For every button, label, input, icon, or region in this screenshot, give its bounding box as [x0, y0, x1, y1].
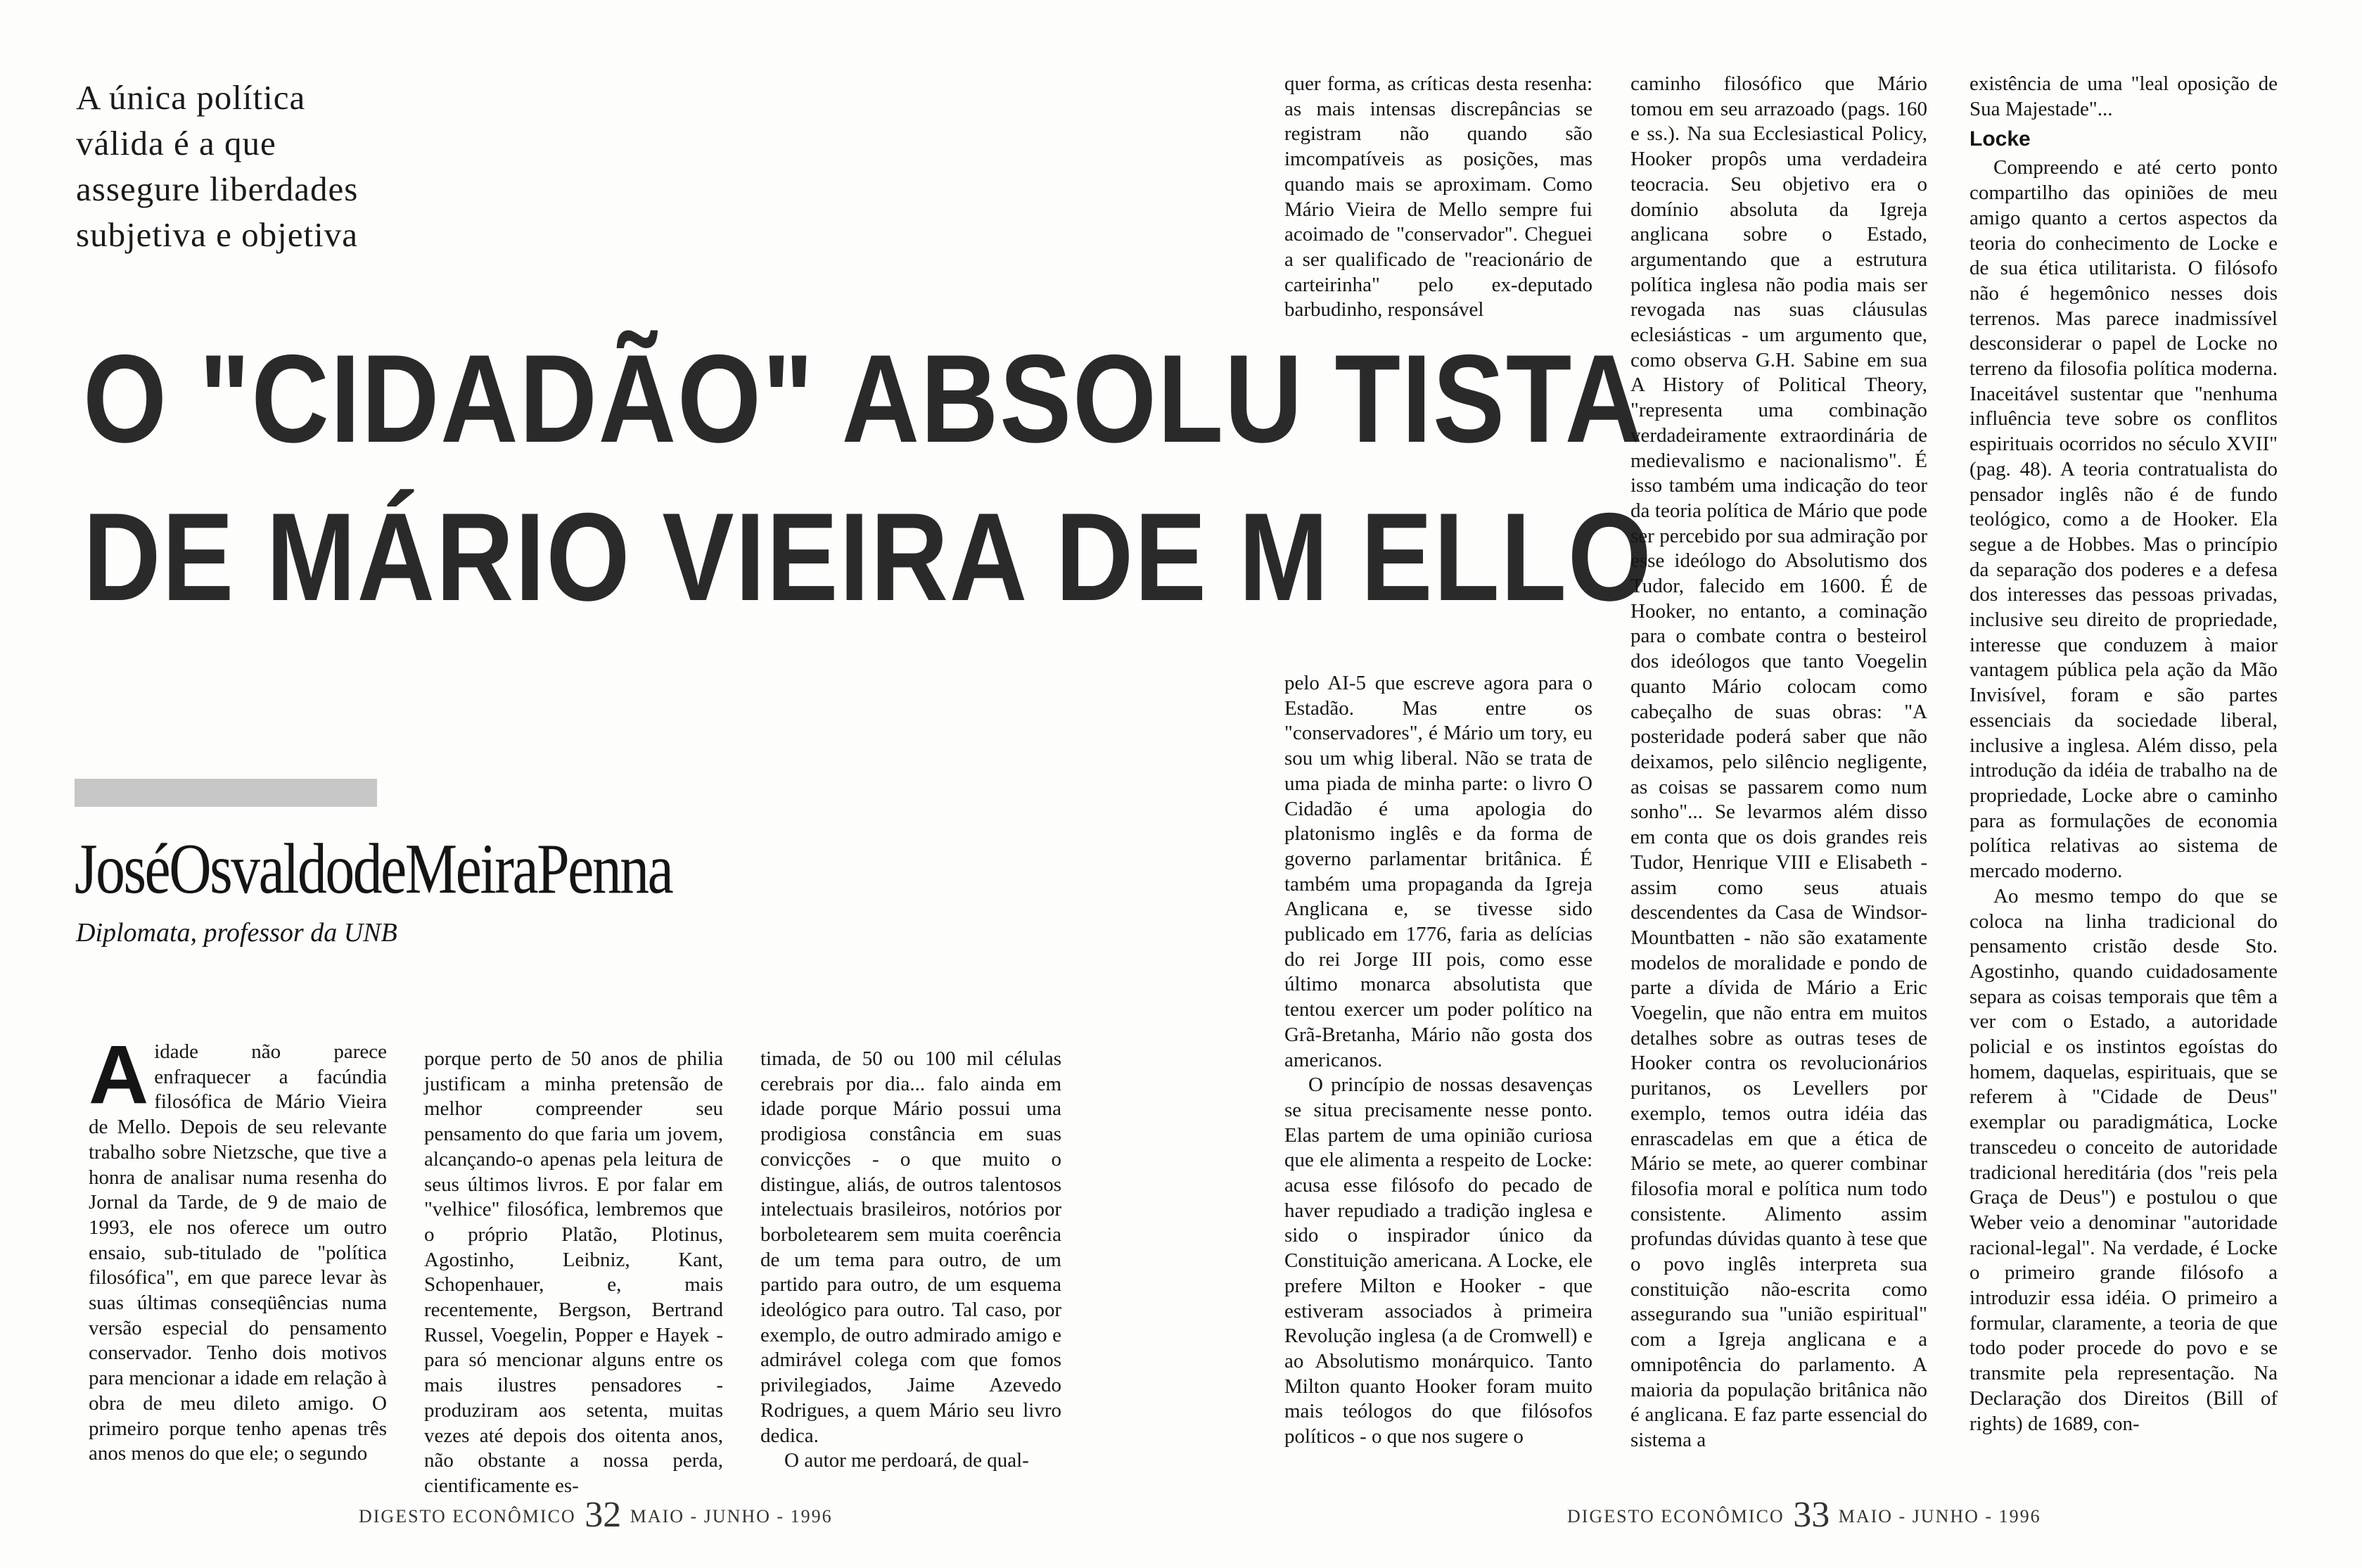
author-rule-bar [75, 779, 377, 807]
page-number: 33 [1793, 1495, 1830, 1535]
section-heading: Locke [1970, 127, 2031, 151]
column-paragraph: quer forma, as críticas desta resenha: as mais intensas discrepâncias se registram não quando são imcompatíveis as posições, mas quando mais se aproximam. Como Mário Vieira de Mello sempre fui acoimado de "conservador". Cheguei a ser qualificado de "reacionário de carteirinha" pelo ex-deputado barbudinho, responsável [1284, 72, 1592, 321]
column-paragraph: pelo AI-5 que escreve agora para o Estadão. Mas entre os "conservadores", é Mário um tory, eu sou um whig liberal. Não se trata de uma piada de minha parte: o livro O Cidadão é uma apologia do platonismo inglês e da forma de governo parlamentar britânica. É também uma propaganda da Igreja Anglicana e, se tivesse sido publicado em 1776, faria as delícias do rei Jorge III pois, como esse último monarca absolutista que tentou exercer um poder político na Grã-Bretanha, Mário não gosta dos americanos. [1284, 672, 1592, 1071]
page-footer-right [1567, 1494, 2041, 1536]
footer-date: MAIO - JUNHO - 1996 [1838, 1506, 2041, 1526]
column-paragraph: timada, de 50 ou 100 mil células cerebrais por dia... falo ainda em idade porque Mário possui uma prodigiosa constância em suas convicções - o que muito o distingue, aliás, de outros talentosos intelectuais brasileiros, notórios por borboletearem sem muita coerência de um tema para outro, de um partido para outro, de um esquema ideológico para outro. Tal caso, por exemplo, de outro admirado amigo e admirável colega com que fomos privilegiados, Jaime Azevedo Rodrigues, a quem Mário seu livro dedica. [760, 1047, 1061, 1447]
headline-line-2: DE MÁRIO VIEIRA DE M ELLO [83, 487, 1653, 627]
text-column-6 [1970, 72, 2278, 1486]
text-column-3 [760, 1047, 1061, 1490]
text-column-5 [1630, 72, 1927, 1486]
text-column-4-bottom [1284, 671, 1592, 1489]
text-column-2 [424, 1047, 723, 1497]
column-paragraph: caminho filosófico que Mário tomou em seu arrazoado (pags. 160 e ss.). Na sua Ecclesiastical Policy, Hooker propôs uma verdadeira teocracia. Seu objetivo era o domínio absoluta da Igreja anglicana sobre o Estado, argumentando que a estrutura política inglesa não podia mais ser revogada nas suas cláusulas eclesiásticas - um argumento que, como observa G.H. Sabine em sua A History of Political Theory, "representa uma combinação verdadeiramente extraordinária de medievalismo e nacionalismo". É isso também uma indicação do teor da teoria política de Mário que pode ser percebido por sua admiração por esse ideólogo do Absolutismo dos Tudor, falecido em 1600. É de Hooker, no entanto, a cominação para o combate contra o besteirol dos ideólogos que tanto Voegelin quanto Mário colocam como cabeçalho de suas obras: "A posteridade poderá saber que não deixamos, pelo silêncio negligente, as coisas se passarem como num sonho"... Se levarmos além disso em conta que os dois grandes reis Tudor, Henrique VIII e Elisabeth - assim como seus atuais descendentes da Casa de Windsor-Mountbatten - não são exatamente modelos de moralidade e pondo de parte a dívida de Mário a Eric Voegelin, que não entra em muitos detalhes sobre as outras teses de Hooker contra os revolucionários puritanos, os Levellers por exemplo, temos outra idéia das enrascadelas em que a ética de Mário se mete, ao querer combinar filosofia moral e política num todo consistente. Alimento assim profundas dúvidas quanto à tese que o povo inglês interpreta sua constituição não-escrita como assegurando sua "união espiritual" com a Igreja anglicana e a omnipotência do parlamento. A maioria da população britânica não é anglicana. E faz parte essencial do sistema a [1630, 72, 1927, 1451]
paragraph-text: idade não parece enfraquecer a facúndia filosófica de Mário Vieira de Mello. Depois de seu relevante trabalho sobre Nietzsche, que tive a honra de analisar numa resenha do Jornal da Tarde, de 9 de maio de 1993, ele nos oferece um outro ensaio, sub-titulado de "política filosófica", em que parece levar às suas últimas conseqüências numa versão especial do pensamento conservador. Tenho dois motivos para mencionar a idade em relação à obra de meu dileto amigo. O primeiro porque tenho apenas três anos menos do que ele; o segundo [89, 1040, 387, 1465]
page-number: 32 [585, 1495, 622, 1535]
footer-date: MAIO - JUNHO - 1996 [630, 1506, 833, 1526]
footer-publication: DIGESTO ECONÔMICO [359, 1506, 576, 1526]
column-paragraph: O princípio de nossas desavenças se situa precisamente nesse ponto. Elas partem de uma opinião curiosa que ele alimenta a respeito de Locke: acusa esse filósofo do pecado de haver repudiado a tradição inglesa e sido o inspirador único da Constituição americana. A Locke, ele prefere Milton e Hooker - que estiveram associados à primeira Revolução inglesa (a de Cromwell) e ao Absolutismo monárquico. Tanto Milton quanto Hooker foram muito mais teólogos do que filósofos políticos - o que nos sugere o [1284, 1073, 1592, 1448]
page-footer-left [359, 1494, 833, 1536]
author-name: JoséOsvaldodeMeiraPenna [75, 829, 672, 909]
text-column-1 [89, 1028, 387, 1490]
headline-line-1: O "CIDADÃO" ABSOLU TISTA [83, 329, 1644, 469]
column-paragraph: O autor me perdoará, de qual- [784, 1449, 1029, 1472]
column-paragraph: porque perto de 50 anos de philia justificam a minha pretensão de melhor compreender seu pensamento do que faria um jovem, alcançando-o apenas pela leitura de seus últimos livros. E por falar em "velhice" filosófica, lembremos que o próprio Platão, Plotinus, Agostinho, Leibniz, Kant, Schopenhauer, e, mais recentemente, Bergson, Bertrand Russel, Voegelin, Popper e Hayek - para só mencionar alguns entre os mais ilustres pensadores - produziram aos setenta, muitas vezes até depois dos oitenta anos, não obstante a nossa perda, cientificamente es- [424, 1047, 723, 1497]
column-paragraph: Ao mesmo tempo do que se coloca na linha tradicional do pensamento cristão desde Sto. Agostinho, quando cuidadosamente separa as coisas temporais que têm a ver com o Estado, a autoridade policial e os instintos egoístas do homem, daquelas, espirituais, que se referem à "Cidade de Deus" exemplar ou paradigmática, Locke transcedeu o conceito de autoridade tradicional hereditária (dos "reis pela Graça de Deus") e postulou o que Weber veio a denominar "autoridade racional-legal". Na verdade, é Locke o primeiro grande filósofo a introduzir essa idéia. O primeiro a formular, claramente, a teoria de que todo poder procede do povo e se transmite pela representação. Na Declaração dos Direitos (Bill of rights) de 1689, con- [1970, 884, 2278, 1435]
footer-publication: DIGESTO ECONÔMICO [1567, 1506, 1785, 1526]
column-paragraph: existência de uma "leal oposição de Sua Majestade"... [1970, 72, 2278, 120]
article-deck: A única política válida é a que assegure liberdades subjetiva e objetiva [76, 78, 359, 254]
column-paragraph [89, 1028, 387, 1467]
text-column-4-top [1284, 72, 1592, 367]
drop-cap: A [89, 1028, 149, 1121]
author-affiliation: Diplomata, professor da UNB [76, 918, 397, 948]
column-paragraph: Compreendo e até certo ponto compartilho das opiniões de meu amigo quanto a certos aspectos da teoria do conhecimento de Locke e de sua ética utilitarista. O filósofo não é hegemônico nesses dois terrenos. Mas parece inadmissível desconsiderar o papel de Locke no terreno da filosofia política moderna. Inaceitável sustentar que "nenhuma influência teve sobre os conflitos espirituais ocorridos no século XVII" (pag. 48). A teoria contratualista do pensador inglês não é de fundo teológico, como a de Hooker. Ela segue a de Hobbes. Mas o princípio da separação dos poderes e a defesa dos interesses das pessoas privadas, inclusive seu direito de propriedade, interesse que conduzem à maior vantagem pública pela ação da Mão Invisível, foram e são partes essenciais da sociedade liberal, inclusive a inglesa. Além disso, pela introdução da idéia de trabalho na de propriedade, Locke abre o caminho para as formulações de economia política relativas ao sistema de mercado moderno. [1970, 156, 2278, 883]
